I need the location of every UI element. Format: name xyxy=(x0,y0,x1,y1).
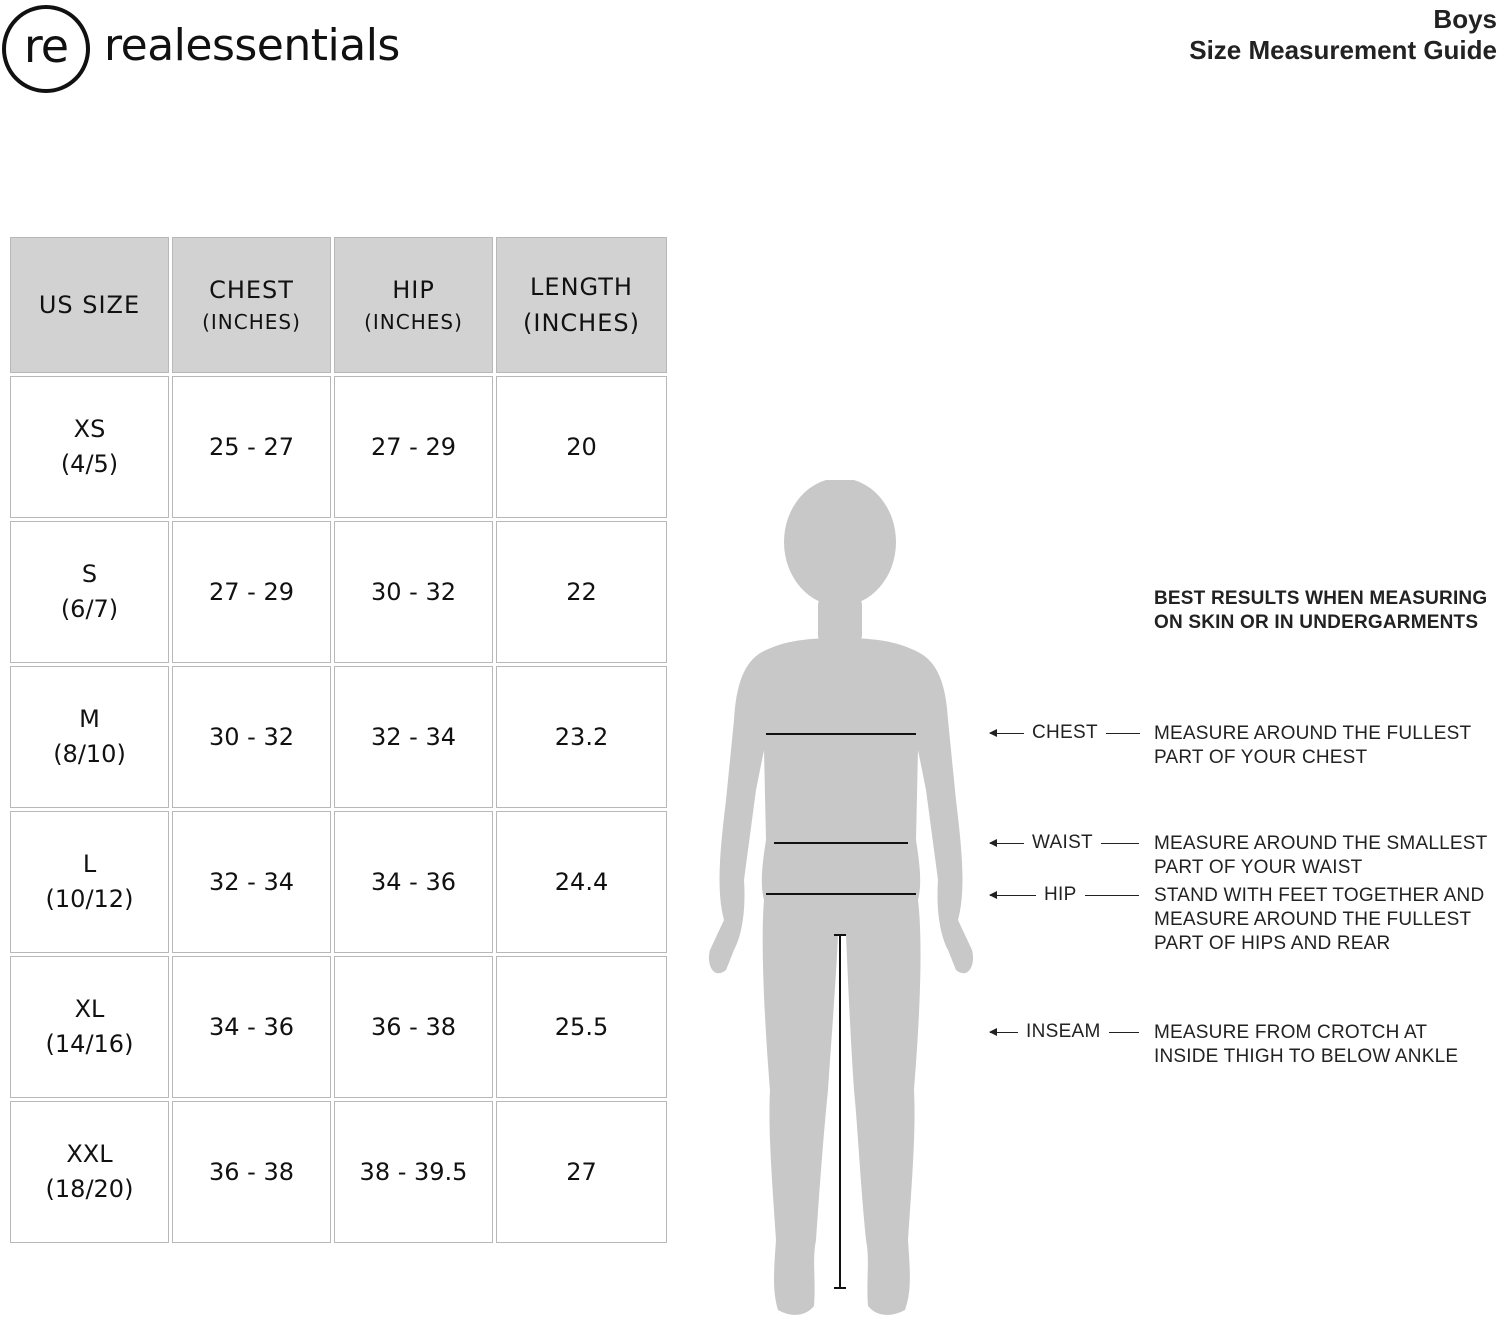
size-alt: (14/16) xyxy=(45,1030,134,1058)
table-header-row xyxy=(10,237,667,373)
instruction-line: PART OF YOUR WAIST xyxy=(1154,857,1363,878)
instruction-line: PART OF YOUR CHEST xyxy=(1154,747,1368,768)
guide-title xyxy=(1189,4,1497,66)
length-cell: 24.4 xyxy=(496,811,667,953)
best-results-line: BEST RESULTS WHEN MEASURING xyxy=(1154,588,1488,609)
size-cell xyxy=(10,1101,169,1243)
divider xyxy=(1101,843,1139,844)
brand-name: realessentials xyxy=(104,19,400,71)
hip-cell: 32 - 34 xyxy=(334,666,493,808)
figure-head xyxy=(784,480,896,606)
header-hip xyxy=(334,237,493,373)
size-alt: (4/5) xyxy=(60,450,119,478)
header-chest xyxy=(172,237,331,373)
hip-label-text: HIP xyxy=(1044,884,1077,905)
arrow-left-icon xyxy=(990,895,1036,896)
chest-cell: 32 - 34 xyxy=(172,811,331,953)
size-cell xyxy=(10,811,169,953)
best-results-line: ON SKIN OR IN UNDERGARMENTS xyxy=(1154,612,1479,633)
size-alt: (8/10) xyxy=(53,740,126,768)
inseam-instructions xyxy=(1154,1021,1458,1069)
header-length xyxy=(496,237,667,373)
hip-cell: 30 - 32 xyxy=(334,521,493,663)
header-label: LENGTH xyxy=(530,273,633,301)
instruction-line: MEASURE FROM CROTCH AT xyxy=(1154,1022,1428,1043)
header-label: US SIZE xyxy=(38,291,141,319)
divider xyxy=(1106,733,1140,734)
header-label: CHEST xyxy=(209,276,294,304)
waist-instructions xyxy=(1154,832,1487,880)
arrow-left-icon xyxy=(990,843,1024,844)
inseam-label xyxy=(990,1021,1139,1043)
header-label: HIP xyxy=(392,276,435,304)
chest-cell: 30 - 32 xyxy=(172,666,331,808)
instruction-line: PART OF HIPS AND REAR xyxy=(1154,933,1391,954)
size-code: S xyxy=(81,560,98,588)
size-code: XL xyxy=(74,995,105,1023)
size-code: XS xyxy=(73,415,106,443)
header-unit: (INCHES) xyxy=(523,309,640,337)
instruction-line: MEASURE AROUND THE FULLEST xyxy=(1154,723,1472,744)
inseam-label-text: INSEAM xyxy=(1026,1021,1101,1042)
table-row xyxy=(10,811,667,953)
chest-cell: 27 - 29 xyxy=(172,521,331,663)
size-cell xyxy=(10,521,169,663)
hip-cell: 34 - 36 xyxy=(334,811,493,953)
length-cell: 22 xyxy=(496,521,667,663)
length-cell: 23.2 xyxy=(496,666,667,808)
table-row xyxy=(10,376,667,518)
hip-cell: 36 - 38 xyxy=(334,956,493,1098)
arrow-left-icon xyxy=(990,1032,1018,1033)
size-alt: (10/12) xyxy=(45,885,134,913)
size-table xyxy=(7,234,670,1246)
length-cell: 20 xyxy=(496,376,667,518)
size-code: XXL xyxy=(66,1140,113,1168)
size-code: M xyxy=(79,705,100,733)
best-results-note xyxy=(1154,587,1487,635)
body-figure xyxy=(690,480,990,1320)
chest-cell: 25 - 27 xyxy=(172,376,331,518)
logo-mark: re xyxy=(23,19,69,73)
size-code: L xyxy=(82,850,97,878)
chest-instructions xyxy=(1154,722,1471,770)
table-row xyxy=(10,666,667,808)
divider xyxy=(1109,1032,1139,1033)
logo-circle xyxy=(2,5,90,93)
instruction-line: MEASURE AROUND THE FULLEST xyxy=(1154,909,1472,930)
guide-heading: Size Measurement Guide xyxy=(1189,35,1497,65)
length-cell: 25.5 xyxy=(496,956,667,1098)
divider xyxy=(1085,895,1139,896)
header-us-size xyxy=(10,237,169,373)
size-cell xyxy=(10,666,169,808)
chest-cell: 36 - 38 xyxy=(172,1101,331,1243)
header-unit: (INCHES) xyxy=(364,310,463,334)
waist-label xyxy=(990,832,1139,854)
size-cell xyxy=(10,956,169,1098)
brand-logo xyxy=(2,0,400,98)
chest-label xyxy=(990,722,1140,744)
waist-label-text: WAIST xyxy=(1032,832,1093,853)
table-row xyxy=(10,956,667,1098)
size-alt: (6/7) xyxy=(60,595,119,623)
hip-instructions xyxy=(1154,884,1484,956)
hip-cell: 27 - 29 xyxy=(334,376,493,518)
chest-cell: 34 - 36 xyxy=(172,956,331,1098)
figure-neck xyxy=(818,595,862,645)
size-cell xyxy=(10,376,169,518)
hip-cell: 38 - 39.5 xyxy=(334,1101,493,1243)
guide-audience: Boys xyxy=(1433,4,1497,34)
table-row xyxy=(10,521,667,663)
header-unit: (INCHES) xyxy=(202,310,301,334)
length-cell: 27 xyxy=(496,1101,667,1243)
size-alt: (18/20) xyxy=(45,1175,134,1203)
arrow-left-icon xyxy=(990,733,1024,734)
instruction-line: INSIDE THIGH TO BELOW ANKLE xyxy=(1154,1046,1459,1067)
instruction-line: STAND WITH FEET TOGETHER AND xyxy=(1154,885,1485,906)
instruction-line: MEASURE AROUND THE SMALLEST xyxy=(1154,833,1488,854)
chest-label-text: CHEST xyxy=(1032,722,1098,743)
hip-label xyxy=(990,884,1139,906)
table-row xyxy=(10,1101,667,1243)
